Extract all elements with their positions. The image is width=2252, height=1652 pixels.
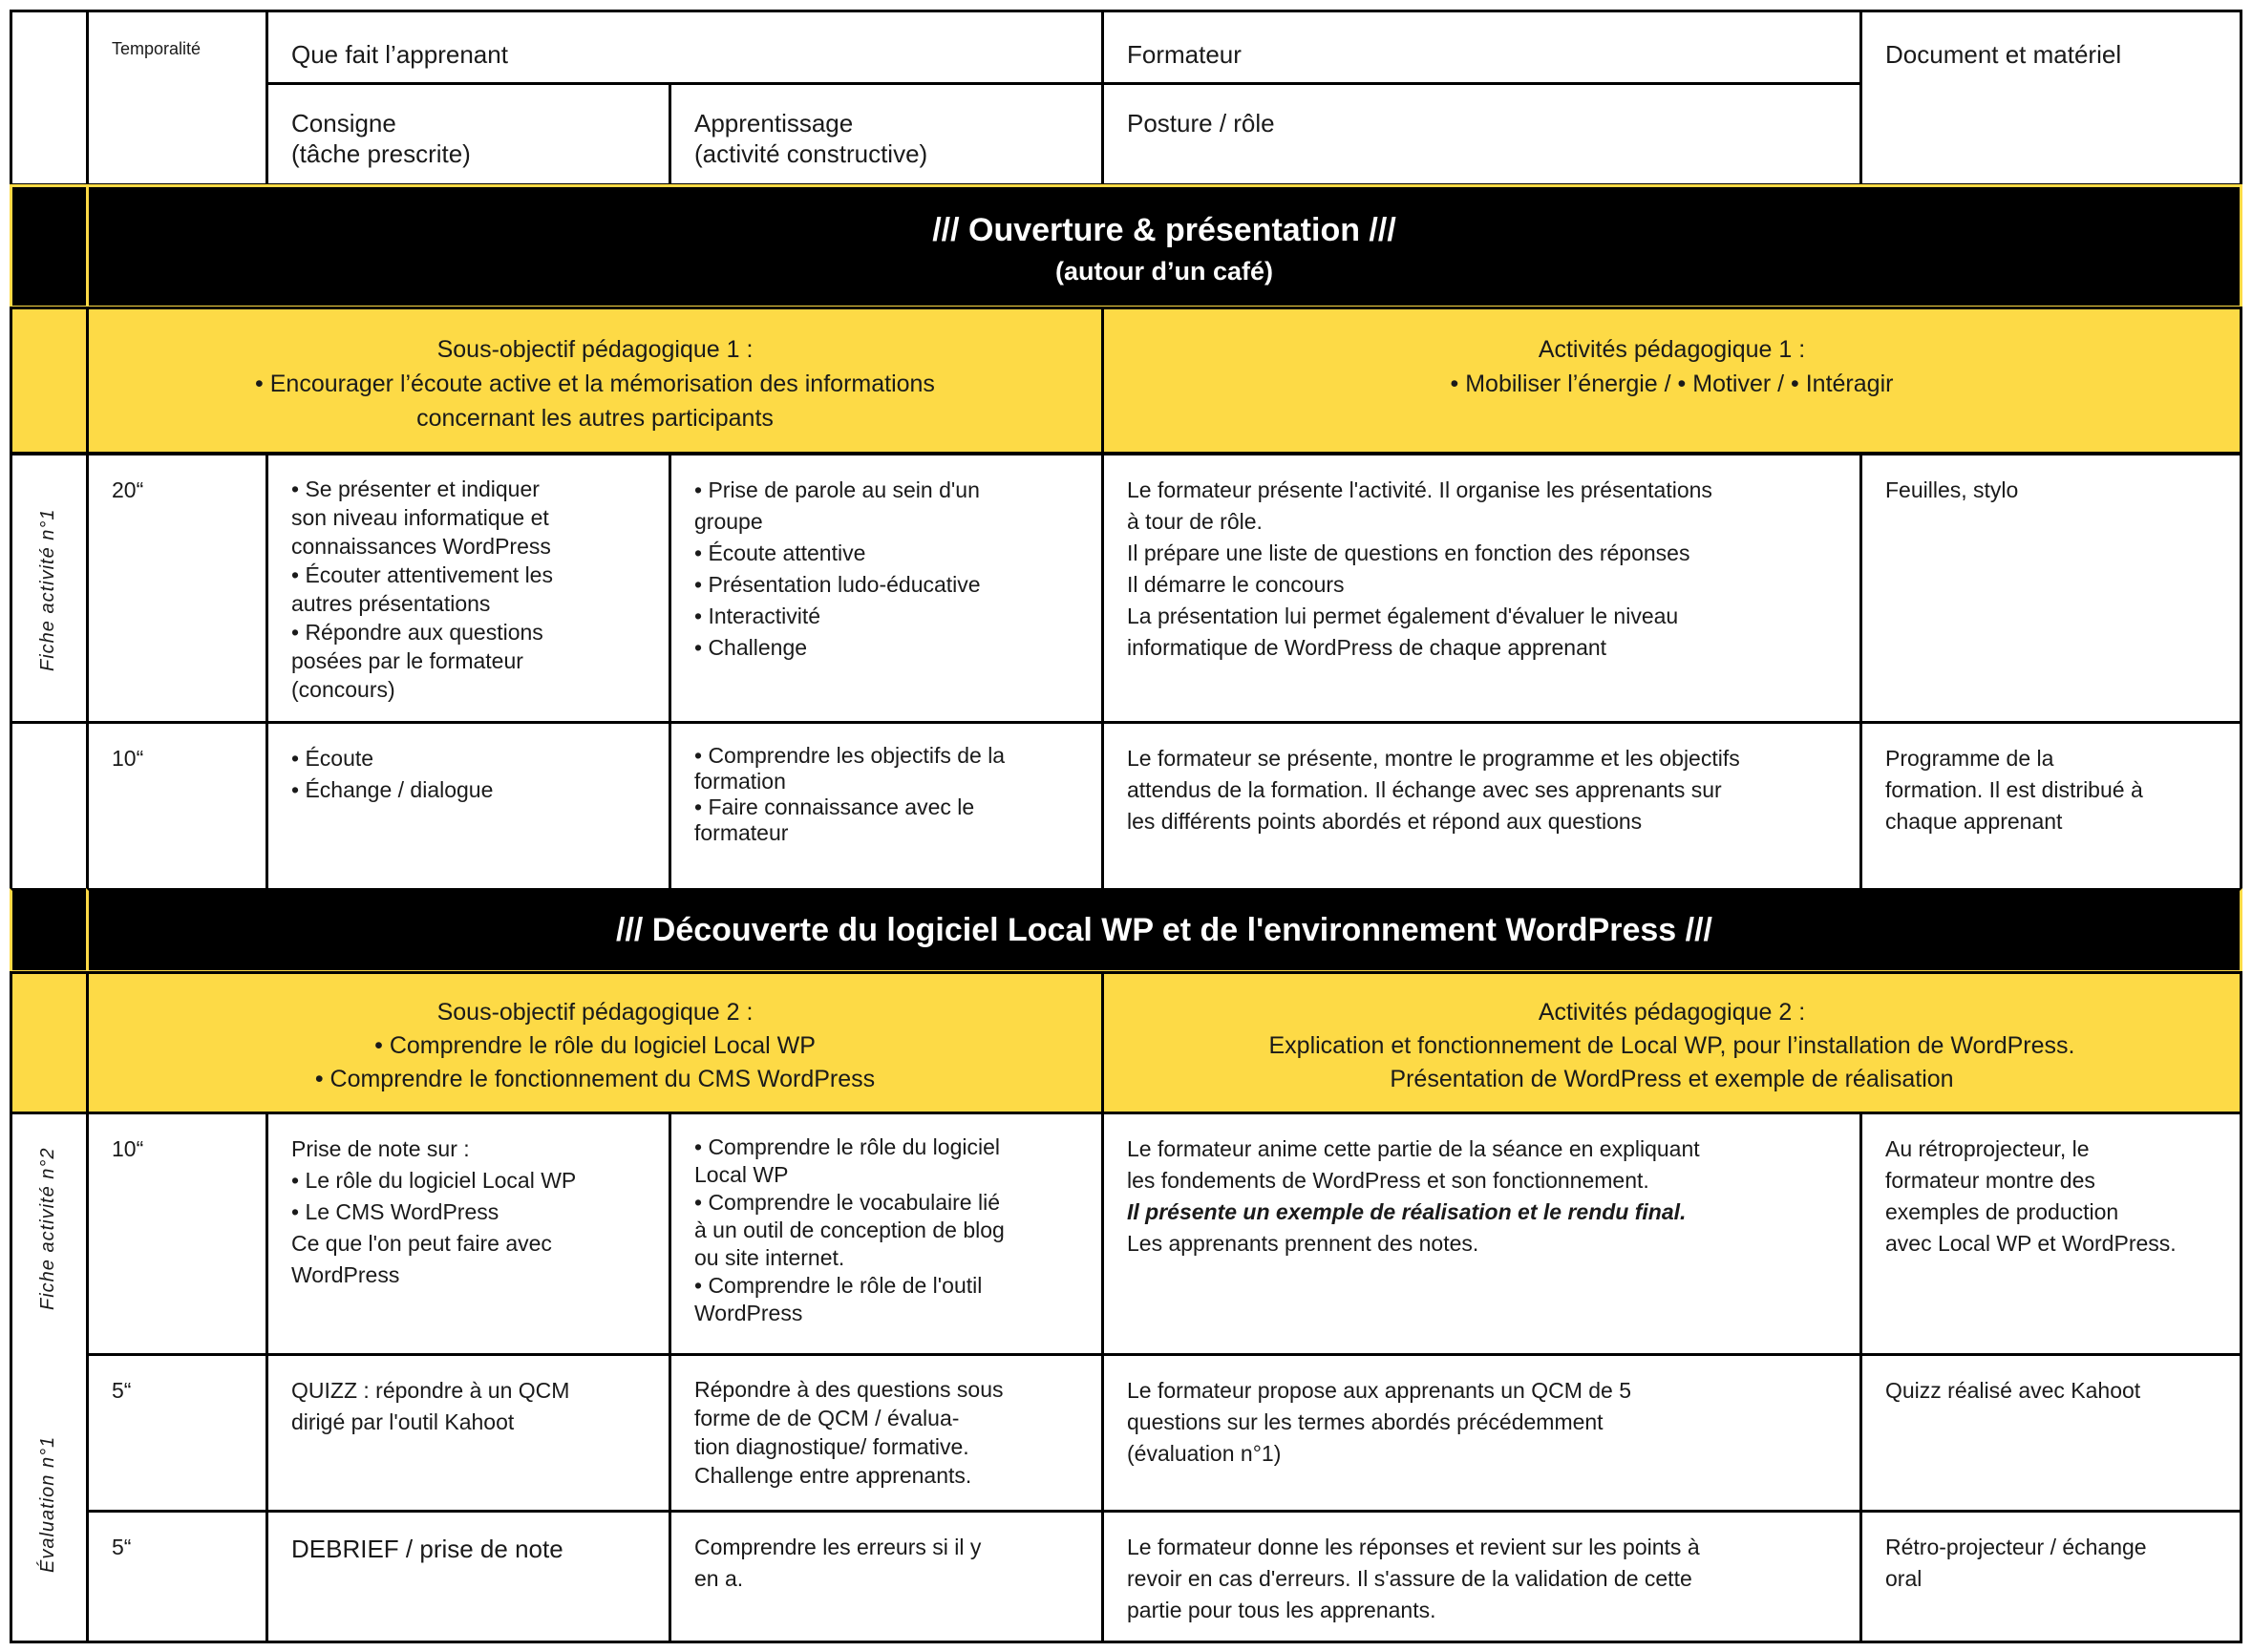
text-line: Le formateur donne les réponses et revient sur les points à [1127,1535,1700,1559]
activites1-line-1: • Mobiliser l’énergie / • Motiver / • Intéragir [1450,371,1894,397]
text-line: en a. [694,1566,744,1591]
text-line: les différents points abordés et répond aux questions [1127,809,1643,834]
row3-apprentissage [669,1112,1104,1356]
text-line: (évaluation n°1) [1127,1441,1282,1466]
row5-formateur [1101,1510,1862,1643]
row3-formateur [1101,1112,1862,1356]
text-line: • Comprendre le vocabulaire lié [694,1190,1000,1215]
text-line: Au rétroprojecteur, le [1885,1136,2090,1161]
row1-consigne [266,453,671,724]
time-value: 5“ [112,1378,132,1403]
text-line: • Se présenter et indiquer [291,477,540,501]
evaluation1-label: Évaluation n°1 [37,1435,58,1573]
text-line: QUIZZ : répondre à un QCM [291,1378,570,1403]
row1-document [1859,453,2242,724]
row4-formateur [1101,1353,1862,1513]
section1-band [86,184,2242,308]
row1-time [86,453,268,724]
row2-apprentissage [669,721,1104,891]
row2-consigne [266,721,671,891]
section1-objectif [86,307,1104,455]
formateur-label: Formateur [1127,40,1242,69]
section2-label-cell [10,1112,89,1643]
row5-consigne [266,1510,671,1643]
text-line: DEBRIEF / prise de note [291,1535,563,1563]
header-document [1859,10,2242,186]
text-line: Le formateur présente l'activité. Il organise les présentations [1127,477,1712,502]
text-line: Ce que l'on peut faire avec [291,1231,552,1256]
text-line-italic: Il présente un exemple de réalisation et le rendu final. [1127,1199,1687,1224]
row3-consigne [266,1112,671,1356]
document-label: Document et matériel [1885,40,2122,69]
objectif2-line-2: • Comprendre le fonctionnement du CMS WordPress [314,1066,876,1092]
text-line: les fondements de WordPress et son fonctionnement. [1127,1168,1649,1193]
text-line: formateur montre des [1885,1168,2095,1193]
fiche2-label: Fiche activité n°2 [37,1147,58,1310]
text-line: oral [1885,1566,1923,1591]
text-line: Le formateur se présente, montre le programme et les objectifs [1127,746,1740,771]
time-value: 10“ [112,746,144,771]
text-line: formateur [694,820,789,845]
text-line: formation [694,769,786,794]
temporalite-label: Temporalité [112,39,202,58]
text-line: • Comprendre les objectifs de la [694,743,1006,768]
text-line: à tour de rôle. [1127,509,1263,534]
text-line: partie pour tous les apprenants. [1127,1598,1436,1622]
row4-time [86,1353,268,1513]
text-line: connaissances WordPress [291,534,551,559]
text-line: Le formateur propose aux apprenants un QCM de 5 [1127,1378,1632,1403]
apprentissage-sublabel: (activité constructive) [694,139,928,168]
row3-document [1859,1112,2242,1356]
header-empty-cell [10,10,89,186]
row4-document [1859,1353,2242,1513]
row4-apprentissage [669,1353,1104,1513]
text-line: Répondre à des questions sous [694,1377,1004,1402]
text-line: • Interactivité [694,604,821,628]
text-line: • Répondre aux questions [291,620,543,645]
text-line: Les apprenants prennent des notes. [1127,1231,1479,1256]
text-line: ou site internet. [694,1245,845,1270]
objectif1-line-1: • Encourager l’écoute active et la mémorisation des informations [255,371,935,397]
time-value: 5“ [112,1535,132,1559]
text-line: Quizz réalisé avec Kahoot [1885,1378,2141,1403]
text-line: tion diagnostique/ formative. [694,1434,969,1459]
header-que-fait [266,10,1104,85]
consigne-sublabel: (tâche prescrite) [291,139,471,168]
text-line: La présentation lui permet également d'évaluer le niveau [1127,604,1679,628]
row1-formateur [1101,453,1862,724]
text-line: son niveau informatique et [291,505,549,530]
text-line: Comprendre les erreurs si il y [694,1535,982,1559]
row2-label-cell [10,721,89,891]
row5-apprentissage [669,1510,1104,1643]
text-line: autres présentations [291,591,491,616]
text-line: Il prépare une liste de questions en fonction des réponses [1127,540,1690,565]
text-line: chaque apprenant [1885,809,2063,834]
objectif2-title: Sous-objectif pédagogique 2 : [436,999,754,1026]
section1-activites [1101,307,2242,455]
fiche1-label: Fiche activité n°1 [37,508,58,671]
row3-time [86,1112,268,1356]
text-line: • Présentation ludo-éducative [694,572,981,597]
section2-band [86,888,2242,973]
apprentissage-label: Apprentissage [694,109,854,138]
header-formateur [1101,10,1862,85]
row4-consigne [266,1353,671,1513]
objectif1-line-2: concernant les autres participants [416,405,774,432]
text-line: questions sur les termes abordés précédemment [1127,1409,1604,1434]
section1-subtitle: (autour d’un café) [1055,257,1273,286]
text-line: • Le rôle du logiciel Local WP [291,1168,577,1193]
text-line: WordPress [694,1301,803,1325]
text-line: posées par le formateur [291,648,523,673]
text-line: formation. Il est distribué à [1885,777,2143,802]
text-line: exemples de production [1885,1199,2119,1224]
header-consigne [266,82,671,186]
row5-time [86,1510,268,1643]
text-line: • Écoute [291,746,374,771]
text-line: Il démarre le concours [1127,572,1345,597]
objectif2-line-1: • Comprendre le rôle du logiciel Local WP [374,1032,816,1059]
posture-label: Posture / rôle [1127,109,1275,138]
row1-apprentissage [669,453,1104,724]
text-line: • Comprendre le rôle de l'outil [694,1273,983,1298]
text-line: Programme de la [1885,746,2054,771]
text-line: • Challenge [694,635,808,660]
text-line: groupe [694,509,763,534]
text-line: • Échange / dialogue [291,777,494,802]
text-line: à un outil de conception de blog [694,1218,1005,1242]
text-line: (concours) [291,677,395,702]
section1-yellow-left [10,307,89,455]
objectif1-title: Sous-objectif pédagogique 1 : [436,336,754,363]
text-line: WordPress [291,1262,400,1287]
text-line: • Prise de parole au sein d'un [694,477,980,502]
row2-document [1859,721,2242,891]
time-value: 10“ [112,1136,144,1161]
section2-objectif [86,971,1104,1114]
section2-band-left [10,888,89,973]
text-line: avec Local WP et WordPress. [1885,1231,2177,1256]
section2-title: /// Découverte du logiciel Local WP et de l'environnement WordPress /// [616,912,1712,948]
text-line: • Faire connaissance avec le [694,794,975,819]
fiche1-label-cell [10,453,89,724]
text-line: Le formateur anime cette partie de la séance en expliquant [1127,1136,1700,1161]
activites2-title: Activités pédagogique 2 : [1538,999,1806,1026]
activites2-line-2: Présentation de WordPress et exemple de réalisation [1390,1066,1954,1092]
text-line: Feuilles, stylo [1885,477,2019,502]
section1-title: /// Ouverture & présentation /// [932,212,1396,248]
text-line: attendus de la formation. Il échange avec ses apprenants sur [1127,777,1722,802]
text-line: • Écoute attentive [694,540,866,565]
section2-yellow-left [10,971,89,1114]
row2-formateur [1101,721,1862,891]
que-fait-label: Que fait l’apprenant [291,40,508,69]
time-value: 20“ [112,477,144,502]
consigne-label: Consigne [291,109,396,138]
text-line: Prise de note sur : [291,1136,470,1161]
header-apprentissage [669,82,1104,186]
text-line: forme de de QCM / évalua- [694,1406,960,1430]
text-line: • Comprendre le rôle du logiciel [694,1134,1000,1159]
activites1-title: Activités pédagogique 1 : [1538,336,1806,363]
header-temporalite [86,10,268,186]
section2-activites [1101,971,2242,1114]
activites2-line-1: Explication et fonctionnement de Local WP, pour l’installation de WordPress. [1268,1032,2075,1059]
text-line: Challenge entre apprenants. [694,1463,972,1488]
text-line: Local WP [694,1162,789,1187]
text-line: • Le CMS WordPress [291,1199,499,1224]
text-line: Rétro-projecteur / échange [1885,1535,2147,1559]
section1-band-left [10,184,89,308]
text-line: dirigé par l'outil Kahoot [291,1409,515,1434]
text-line: • Écouter attentivement les [291,562,553,587]
row5-document [1859,1510,2242,1643]
text-line: revoir en cas d'erreurs. Il s'assure de la validation de cette [1127,1566,1692,1591]
text-line: informatique de WordPress de chaque apprenant [1127,635,1607,660]
row2-time [86,721,268,891]
header-posture [1101,82,1862,186]
